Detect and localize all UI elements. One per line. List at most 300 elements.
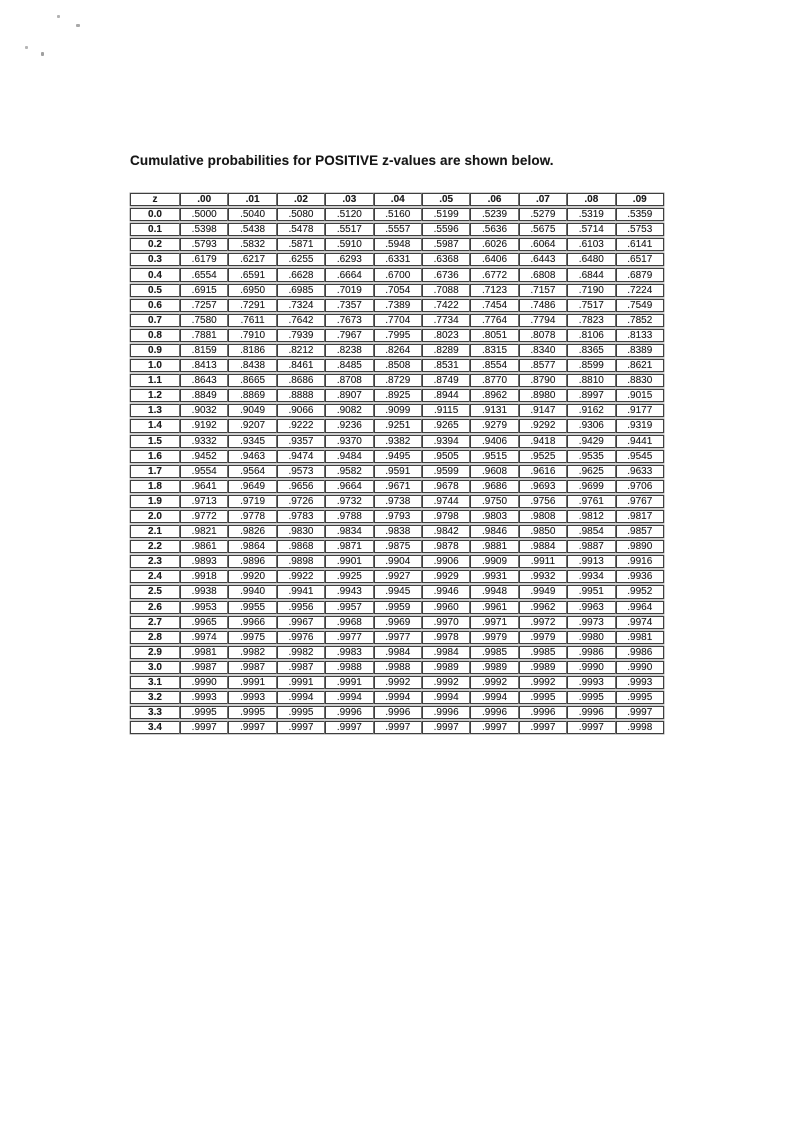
probability-cell: .9306 [567,419,615,432]
probability-cell: .9616 [519,465,567,478]
probability-cell: .7910 [228,329,276,342]
probability-cell: .9887 [567,540,615,553]
probability-cell: .9744 [422,495,470,508]
probability-cell: .9995 [180,706,228,719]
page-title: Cumulative probabilities for POSITIVE z-values are shown below. [130,153,554,168]
probability-cell: .9982 [228,646,276,659]
probability-cell: .9990 [180,676,228,689]
probability-cell: .9997 [277,721,325,734]
probability-cell: .8531 [422,359,470,372]
probability-cell: .9995 [277,706,325,719]
probability-cell: .9599 [422,465,470,478]
probability-cell: .7486 [519,299,567,312]
probability-cell: .9463 [228,450,276,463]
probability-cell: .9778 [228,510,276,523]
probability-cell: .9525 [519,450,567,463]
probability-cell: .7995 [374,329,422,342]
probability-cell: .9222 [277,419,325,432]
z-value-cell: 3.3 [130,706,180,719]
probability-cell: .9996 [422,706,470,719]
probability-cell: .6141 [616,238,664,251]
probability-cell: .8413 [180,359,228,372]
probability-cell: .9966 [228,616,276,629]
probability-cell: .5000 [180,208,228,221]
probability-cell: .9890 [616,540,664,553]
probability-cell: .7734 [422,314,470,327]
z-value-cell: 3.2 [130,691,180,704]
z-value-cell: 0.2 [130,238,180,251]
probability-cell: .7580 [180,314,228,327]
probability-cell: .5120 [325,208,373,221]
probability-cell: .9962 [519,601,567,614]
table-row [130,555,664,568]
probability-cell: .9952 [616,585,664,598]
probability-cell: .9993 [180,691,228,704]
probability-cell: .6844 [567,268,615,281]
probability-cell: .9625 [567,465,615,478]
probability-cell: .9066 [277,404,325,417]
probability-cell: .9994 [422,691,470,704]
probability-cell: .5239 [470,208,518,221]
probability-cell: .5319 [567,208,615,221]
probability-cell: .9997 [180,721,228,734]
table-row [130,676,664,689]
table-row [130,314,664,327]
probability-cell: .7549 [616,299,664,312]
probability-cell: .9997 [374,721,422,734]
probability-cell: .7881 [180,329,228,342]
table-row [130,389,664,402]
z-value-cell: 1.4 [130,419,180,432]
probability-cell: .6591 [228,268,276,281]
probability-cell: .9812 [567,510,615,523]
probability-cell: .6293 [325,253,373,266]
table-row [130,691,664,704]
probability-cell: .9474 [277,450,325,463]
z-value-cell: 1.1 [130,374,180,387]
probability-cell: .9884 [519,540,567,553]
probability-cell: .9991 [325,676,373,689]
table-row [130,404,664,417]
z-value-cell: 0.1 [130,223,180,236]
table-row [130,601,664,614]
probability-cell: .6985 [277,284,325,297]
probability-cell: .9406 [470,435,518,448]
probability-cell: .9988 [374,661,422,674]
probability-cell: .9938 [180,585,228,598]
probability-cell: .9826 [228,525,276,538]
table-row [130,510,664,523]
probability-cell: .9279 [470,419,518,432]
probability-cell: .5080 [277,208,325,221]
probability-cell: .9788 [325,510,373,523]
probability-cell: .8554 [470,359,518,372]
probability-cell: .6808 [519,268,567,281]
probability-cell: .9976 [277,631,325,644]
probability-cell: .9998 [616,721,664,734]
probability-cell: .5871 [277,238,325,251]
probability-cell: .5987 [422,238,470,251]
probability-cell: .9989 [519,661,567,674]
column-header: .01 [228,193,276,206]
probability-cell: .9452 [180,450,228,463]
probability-cell: .7324 [277,299,325,312]
probability-cell: .9821 [180,525,228,538]
probability-cell: .9982 [277,646,325,659]
z-value-cell: 2.7 [130,616,180,629]
probability-cell: .9554 [180,465,228,478]
probability-cell: .9906 [422,555,470,568]
table-row [130,495,664,508]
probability-cell: .5359 [616,208,664,221]
probability-cell: .8212 [277,344,325,357]
z-value-cell: 2.2 [130,540,180,553]
probability-cell: .5675 [519,223,567,236]
probability-cell: .9941 [277,585,325,598]
column-header: .03 [325,193,373,206]
z-value-cell: 0.8 [130,329,180,342]
probability-cell: .9957 [325,601,373,614]
probability-cell: .9901 [325,555,373,568]
table-row [130,540,664,553]
probability-cell: .9997 [228,721,276,734]
scan-speck [57,15,60,18]
column-header: .02 [277,193,325,206]
table-row [130,238,664,251]
probability-cell: .7389 [374,299,422,312]
probability-cell: .9545 [616,450,664,463]
probability-cell: .5557 [374,223,422,236]
probability-cell: .9803 [470,510,518,523]
probability-cell: .9980 [567,631,615,644]
probability-cell: .9484 [325,450,373,463]
table-row [130,450,664,463]
probability-cell: .7123 [470,284,518,297]
probability-cell: .8485 [325,359,373,372]
probability-cell: .9940 [228,585,276,598]
probability-cell: .6664 [325,268,373,281]
probability-cell: .9767 [616,495,664,508]
table-row [130,268,664,281]
probability-cell: .9706 [616,480,664,493]
probability-cell: .9608 [470,465,518,478]
table-row [130,253,664,266]
probability-cell: .9963 [567,601,615,614]
probability-cell: .6517 [616,253,664,266]
probability-cell: .9981 [616,631,664,644]
probability-cell: .9881 [470,540,518,553]
probability-cell: .6255 [277,253,325,266]
probability-cell: .9995 [616,691,664,704]
probability-cell: .5596 [422,223,470,236]
table-row [130,465,664,478]
probability-cell: .9995 [228,706,276,719]
probability-cell: .9997 [470,721,518,734]
table-row [130,299,664,312]
column-header: .00 [180,193,228,206]
table-row [130,646,664,659]
probability-cell: .9664 [325,480,373,493]
z-table-body [130,208,664,734]
probability-cell: .9992 [519,676,567,689]
probability-cell: .9854 [567,525,615,538]
probability-cell: .6772 [470,268,518,281]
probability-cell: .7224 [616,284,664,297]
probability-cell: .9913 [567,555,615,568]
z-value-cell: 0.0 [130,208,180,221]
probability-cell: .8159 [180,344,228,357]
probability-cell: .8340 [519,344,567,357]
column-header: .04 [374,193,422,206]
probability-cell: .6179 [180,253,228,266]
z-value-cell: 1.2 [130,389,180,402]
z-value-cell: 1.9 [130,495,180,508]
z-value-cell: 2.5 [130,585,180,598]
probability-cell: .9989 [422,661,470,674]
probability-cell: .9997 [567,721,615,734]
probability-cell: .9850 [519,525,567,538]
probability-cell: .9505 [422,450,470,463]
probability-cell: .9925 [325,570,373,583]
z-value-cell: 1.8 [130,480,180,493]
probability-cell: .9830 [277,525,325,538]
probability-cell: .5793 [180,238,228,251]
probability-cell: .9961 [470,601,518,614]
probability-cell: .5517 [325,223,373,236]
probability-cell: .9857 [616,525,664,538]
probability-cell: .9970 [422,616,470,629]
table-row [130,419,664,432]
probability-cell: .9984 [422,646,470,659]
probability-cell: .8980 [519,389,567,402]
probability-cell: .9909 [470,555,518,568]
probability-cell: .8665 [228,374,276,387]
probability-cell: .8888 [277,389,325,402]
probability-cell: .9319 [616,419,664,432]
probability-cell: .9893 [180,555,228,568]
probability-cell: .8264 [374,344,422,357]
probability-cell: .9573 [277,465,325,478]
probability-cell: .9834 [325,525,373,538]
probability-cell: .9973 [567,616,615,629]
scan-speck [25,46,28,49]
probability-cell: .6406 [470,253,518,266]
table-row [130,661,664,674]
probability-cell: .9686 [470,480,518,493]
probability-cell: .9984 [374,646,422,659]
probability-cell: .9960 [422,601,470,614]
probability-cell: .5636 [470,223,518,236]
probability-cell: .7967 [325,329,373,342]
z-value-cell: 0.7 [130,314,180,327]
probability-cell: .9896 [228,555,276,568]
probability-cell: .9633 [616,465,664,478]
z-value-cell: 0.3 [130,253,180,266]
probability-cell: .9192 [180,419,228,432]
probability-cell: .9993 [228,691,276,704]
probability-cell: .8749 [422,374,470,387]
probability-cell: .7357 [325,299,373,312]
probability-cell: .6736 [422,268,470,281]
probability-cell: .8925 [374,389,422,402]
z-value-cell: 1.0 [130,359,180,372]
probability-cell: .9177 [616,404,664,417]
probability-cell: .9997 [422,721,470,734]
probability-cell: .5478 [277,223,325,236]
z-value-cell: 0.9 [130,344,180,357]
probability-cell: .9990 [567,661,615,674]
probability-cell: .8770 [470,374,518,387]
probability-cell: .9162 [567,404,615,417]
probability-cell: .6064 [519,238,567,251]
table-row [130,525,664,538]
z-value-cell: 2.6 [130,601,180,614]
probability-cell: .9641 [180,480,228,493]
column-header: .08 [567,193,615,206]
probability-cell: .9656 [277,480,325,493]
probability-cell: .9994 [470,691,518,704]
probability-cell: .8907 [325,389,373,402]
probability-cell: .6217 [228,253,276,266]
probability-cell: .9986 [616,646,664,659]
probability-cell: .9997 [519,721,567,734]
table-row [130,374,664,387]
probability-cell: .9817 [616,510,664,523]
probability-cell: .9808 [519,510,567,523]
probability-cell: .9981 [180,646,228,659]
probability-cell: .9591 [374,465,422,478]
probability-cell: .9713 [180,495,228,508]
probability-cell: .8643 [180,374,228,387]
probability-cell: .5160 [374,208,422,221]
probability-cell: .9756 [519,495,567,508]
probability-cell: .9978 [422,631,470,644]
column-header: .09 [616,193,664,206]
probability-cell: .9904 [374,555,422,568]
table-row [130,435,664,448]
probability-cell: .9798 [422,510,470,523]
table-row [130,359,664,372]
probability-cell: .6554 [180,268,228,281]
probability-cell: .9979 [470,631,518,644]
probability-cell: .9996 [470,706,518,719]
probability-cell: .9564 [228,465,276,478]
table-row [130,329,664,342]
probability-cell: .9988 [325,661,373,674]
probability-cell: .9993 [616,676,664,689]
scan-speck [76,24,80,27]
probability-cell: .6026 [470,238,518,251]
probability-cell: .7642 [277,314,325,327]
probability-cell: .9931 [470,570,518,583]
probability-cell: .8790 [519,374,567,387]
probability-cell: .9987 [228,661,276,674]
table-row [130,706,664,719]
probability-cell: .9582 [325,465,373,478]
probability-cell: .7454 [470,299,518,312]
probability-cell: .8830 [616,374,664,387]
table-row [130,570,664,583]
probability-cell: .9977 [374,631,422,644]
probability-cell: .9750 [470,495,518,508]
probability-cell: .9649 [228,480,276,493]
probability-cell: .9995 [519,691,567,704]
probability-cell: .8133 [616,329,664,342]
probability-cell: .9761 [567,495,615,508]
probability-cell: .8508 [374,359,422,372]
probability-cell: .9772 [180,510,228,523]
probability-cell: .9929 [422,570,470,583]
probability-cell: .9991 [228,676,276,689]
probability-cell: .9943 [325,585,373,598]
probability-cell: .8186 [228,344,276,357]
probability-cell: .9726 [277,495,325,508]
z-value-cell: 1.5 [130,435,180,448]
probability-cell: .9987 [277,661,325,674]
probability-cell: .8238 [325,344,373,357]
probability-cell: .9934 [567,570,615,583]
probability-cell: .9936 [616,570,664,583]
z-probability-table [130,191,664,736]
probability-cell: .9515 [470,450,518,463]
probability-cell: .9495 [374,450,422,463]
probability-cell: .9265 [422,419,470,432]
table-row [130,284,664,297]
probability-cell: .9207 [228,419,276,432]
probability-cell: .9989 [470,661,518,674]
probability-cell: .9147 [519,404,567,417]
probability-cell: .8869 [228,389,276,402]
probability-cell: .6950 [228,284,276,297]
probability-cell: .9968 [325,616,373,629]
probability-cell: .6368 [422,253,470,266]
table-header-row [130,193,664,206]
probability-cell: .8621 [616,359,664,372]
probability-cell: .8810 [567,374,615,387]
probability-cell: .8051 [470,329,518,342]
table-row [130,480,664,493]
probability-cell: .9082 [325,404,373,417]
probability-cell: .7054 [374,284,422,297]
probability-cell: .8438 [228,359,276,372]
probability-cell: .9875 [374,540,422,553]
probability-cell: .7291 [228,299,276,312]
probability-cell: .7019 [325,284,373,297]
column-header: z [130,193,180,206]
probability-cell: .9049 [228,404,276,417]
z-value-cell: 3.0 [130,661,180,674]
probability-cell: .9394 [422,435,470,448]
table-row [130,344,664,357]
probability-cell: .5040 [228,208,276,221]
probability-cell: .9953 [180,601,228,614]
probability-cell: .6879 [616,268,664,281]
probability-cell: .9015 [616,389,664,402]
probability-cell: .8289 [422,344,470,357]
column-header: .05 [422,193,470,206]
probability-cell: .9945 [374,585,422,598]
probability-cell: .8315 [470,344,518,357]
table-row [130,208,664,221]
probability-cell: .9099 [374,404,422,417]
probability-cell: .9838 [374,525,422,538]
probability-cell: .5438 [228,223,276,236]
probability-cell: .7190 [567,284,615,297]
probability-cell: .9842 [422,525,470,538]
z-value-cell: 0.4 [130,268,180,281]
probability-cell: .9971 [470,616,518,629]
probability-cell: .9535 [567,450,615,463]
